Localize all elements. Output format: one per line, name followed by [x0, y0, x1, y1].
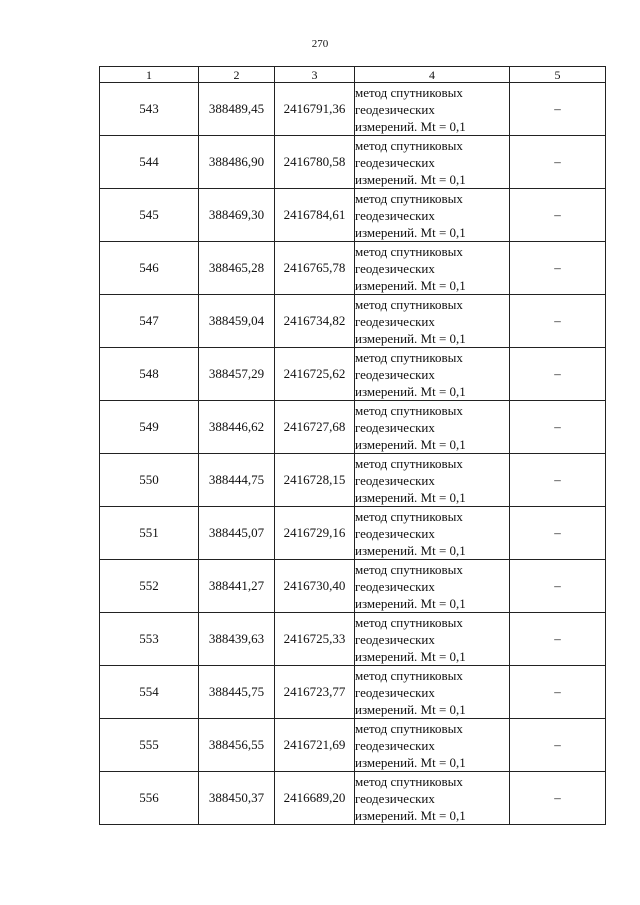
method-text-line: геодезических: [355, 790, 435, 806]
x-coordinate-cell: 388457,29: [199, 348, 275, 401]
note-cell: –: [510, 613, 606, 666]
column-header-2: 2: [199, 67, 275, 83]
table-row: [100, 719, 606, 772]
note-cell: –: [510, 83, 606, 136]
method-text-line: метод спутниковых: [355, 561, 463, 577]
note-cell: –: [510, 772, 606, 825]
note-cell: –: [510, 560, 606, 613]
note-cell: –: [510, 189, 606, 242]
point-number-cell: 548: [100, 348, 199, 401]
table-row: [100, 454, 606, 507]
y-coordinate-cell: 2416784,61: [275, 189, 355, 242]
table-row: [100, 242, 606, 295]
x-coordinate-cell: 388450,37: [199, 772, 275, 825]
method-text-line: метод спутниковых: [355, 402, 463, 418]
y-coordinate-cell: 2416723,77: [275, 666, 355, 719]
method-text-line: измерений. Mt = 0,1: [355, 701, 466, 717]
method-text-line: измерений. Mt = 0,1: [355, 807, 466, 823]
method-cell: [355, 401, 510, 454]
method-text-line: геодезических: [355, 631, 435, 647]
note-cell: –: [510, 507, 606, 560]
table-body: [100, 83, 606, 825]
note-cell: –: [510, 401, 606, 454]
x-coordinate-cell: 388459,04: [199, 295, 275, 348]
point-number-cell: 550: [100, 454, 199, 507]
point-number-cell: 556: [100, 772, 199, 825]
x-coordinate-cell: 388486,90: [199, 136, 275, 189]
note-cell: –: [510, 719, 606, 772]
column-header-4: 4: [355, 67, 510, 83]
method-text-line: метод спутниковых: [355, 296, 463, 312]
method-cell: [355, 507, 510, 560]
point-number-cell: 554: [100, 666, 199, 719]
method-text-line: метод спутниковых: [355, 137, 463, 153]
table-header-row: [100, 67, 606, 83]
y-coordinate-cell: 2416730,40: [275, 560, 355, 613]
method-text-line: геодезических: [355, 525, 435, 541]
x-coordinate-cell: 388445,75: [199, 666, 275, 719]
method-text-line: геодезических: [355, 154, 435, 170]
point-number-cell: 545: [100, 189, 199, 242]
method-text-line: измерений. Mt = 0,1: [355, 224, 466, 240]
note-cell: –: [510, 666, 606, 719]
method-cell: [355, 242, 510, 295]
method-cell: [355, 348, 510, 401]
method-text-line: геодезических: [355, 578, 435, 594]
method-text-line: геодезических: [355, 366, 435, 382]
method-text-line: метод спутниковых: [355, 508, 463, 524]
column-header-1: 1: [100, 67, 199, 83]
y-coordinate-cell: 2416791,36: [275, 83, 355, 136]
point-number-cell: 551: [100, 507, 199, 560]
x-coordinate-cell: 388446,62: [199, 401, 275, 454]
x-coordinate-cell: 388469,30: [199, 189, 275, 242]
y-coordinate-cell: 2416729,16: [275, 507, 355, 560]
point-number-cell: 547: [100, 295, 199, 348]
method-text-line: измерений. Mt = 0,1: [355, 277, 466, 293]
point-number-cell: 546: [100, 242, 199, 295]
method-text-line: метод спутниковых: [355, 455, 463, 471]
table-row: [100, 507, 606, 560]
y-coordinate-cell: 2416725,33: [275, 613, 355, 666]
method-text-line: измерений. Mt = 0,1: [355, 648, 466, 664]
point-number-cell: 553: [100, 613, 199, 666]
method-cell: [355, 560, 510, 613]
method-text-line: геодезических: [355, 207, 435, 223]
method-cell: [355, 719, 510, 772]
table-row: [100, 83, 606, 136]
method-text-line: измерений. Mt = 0,1: [355, 383, 466, 399]
point-number-cell: 543: [100, 83, 199, 136]
x-coordinate-cell: 388439,63: [199, 613, 275, 666]
method-text-line: измерений. Mt = 0,1: [355, 118, 466, 134]
method-text-line: измерений. Mt = 0,1: [355, 754, 466, 770]
method-cell: [355, 189, 510, 242]
y-coordinate-cell: 2416734,82: [275, 295, 355, 348]
method-text-line: метод спутниковых: [355, 773, 463, 789]
note-cell: –: [510, 348, 606, 401]
method-text-line: измерений. Mt = 0,1: [355, 595, 466, 611]
y-coordinate-cell: 2416725,62: [275, 348, 355, 401]
method-cell: [355, 454, 510, 507]
method-text-line: измерений. Mt = 0,1: [355, 489, 466, 505]
method-text-line: метод спутниковых: [355, 720, 463, 736]
x-coordinate-cell: 388445,07: [199, 507, 275, 560]
table-row: [100, 136, 606, 189]
y-coordinate-cell: 2416780,58: [275, 136, 355, 189]
method-text-line: метод спутниковых: [355, 614, 463, 630]
y-coordinate-cell: 2416728,15: [275, 454, 355, 507]
table-row: [100, 772, 606, 825]
method-cell: [355, 613, 510, 666]
column-header-3: 3: [275, 67, 355, 83]
method-cell: [355, 772, 510, 825]
method-text-line: измерений. Mt = 0,1: [355, 171, 466, 187]
coordinates-table: [99, 66, 606, 825]
method-text-line: метод спутниковых: [355, 243, 463, 259]
method-text-line: метод спутниковых: [355, 349, 463, 365]
point-number-cell: 552: [100, 560, 199, 613]
table-row: [100, 613, 606, 666]
method-text-line: геодезических: [355, 419, 435, 435]
table-row: [100, 189, 606, 242]
method-text-line: метод спутниковых: [355, 190, 463, 206]
note-cell: –: [510, 454, 606, 507]
y-coordinate-cell: 2416721,69: [275, 719, 355, 772]
method-text-line: измерений. Mt = 0,1: [355, 330, 466, 346]
note-cell: –: [510, 242, 606, 295]
x-coordinate-cell: 388489,45: [199, 83, 275, 136]
table-row: [100, 666, 606, 719]
x-coordinate-cell: 388465,28: [199, 242, 275, 295]
method-text-line: геодезических: [355, 472, 435, 488]
method-text-line: геодезических: [355, 684, 435, 700]
y-coordinate-cell: 2416765,78: [275, 242, 355, 295]
method-text-line: метод спутниковых: [355, 667, 463, 683]
point-number-cell: 549: [100, 401, 199, 454]
y-coordinate-cell: 2416689,20: [275, 772, 355, 825]
table-row: [100, 295, 606, 348]
method-cell: [355, 295, 510, 348]
note-cell: –: [510, 295, 606, 348]
point-number-cell: 544: [100, 136, 199, 189]
column-header-5: 5: [510, 67, 606, 83]
table-row: [100, 560, 606, 613]
point-number-cell: 555: [100, 719, 199, 772]
x-coordinate-cell: 388441,27: [199, 560, 275, 613]
method-cell: [355, 136, 510, 189]
method-text-line: измерений. Mt = 0,1: [355, 542, 466, 558]
table-row: [100, 348, 606, 401]
note-cell: –: [510, 136, 606, 189]
y-coordinate-cell: 2416727,68: [275, 401, 355, 454]
page-number: 270: [311, 38, 329, 50]
method-cell: [355, 83, 510, 136]
x-coordinate-cell: 388444,75: [199, 454, 275, 507]
method-text-line: геодезических: [355, 737, 435, 753]
method-text-line: геодезических: [355, 101, 435, 117]
method-text-line: геодезических: [355, 313, 435, 329]
x-coordinate-cell: 388456,55: [199, 719, 275, 772]
method-text-line: измерений. Mt = 0,1: [355, 436, 466, 452]
method-cell: [355, 666, 510, 719]
table-row: [100, 401, 606, 454]
method-text-line: геодезических: [355, 260, 435, 276]
method-text-line: метод спутниковых: [355, 84, 463, 100]
